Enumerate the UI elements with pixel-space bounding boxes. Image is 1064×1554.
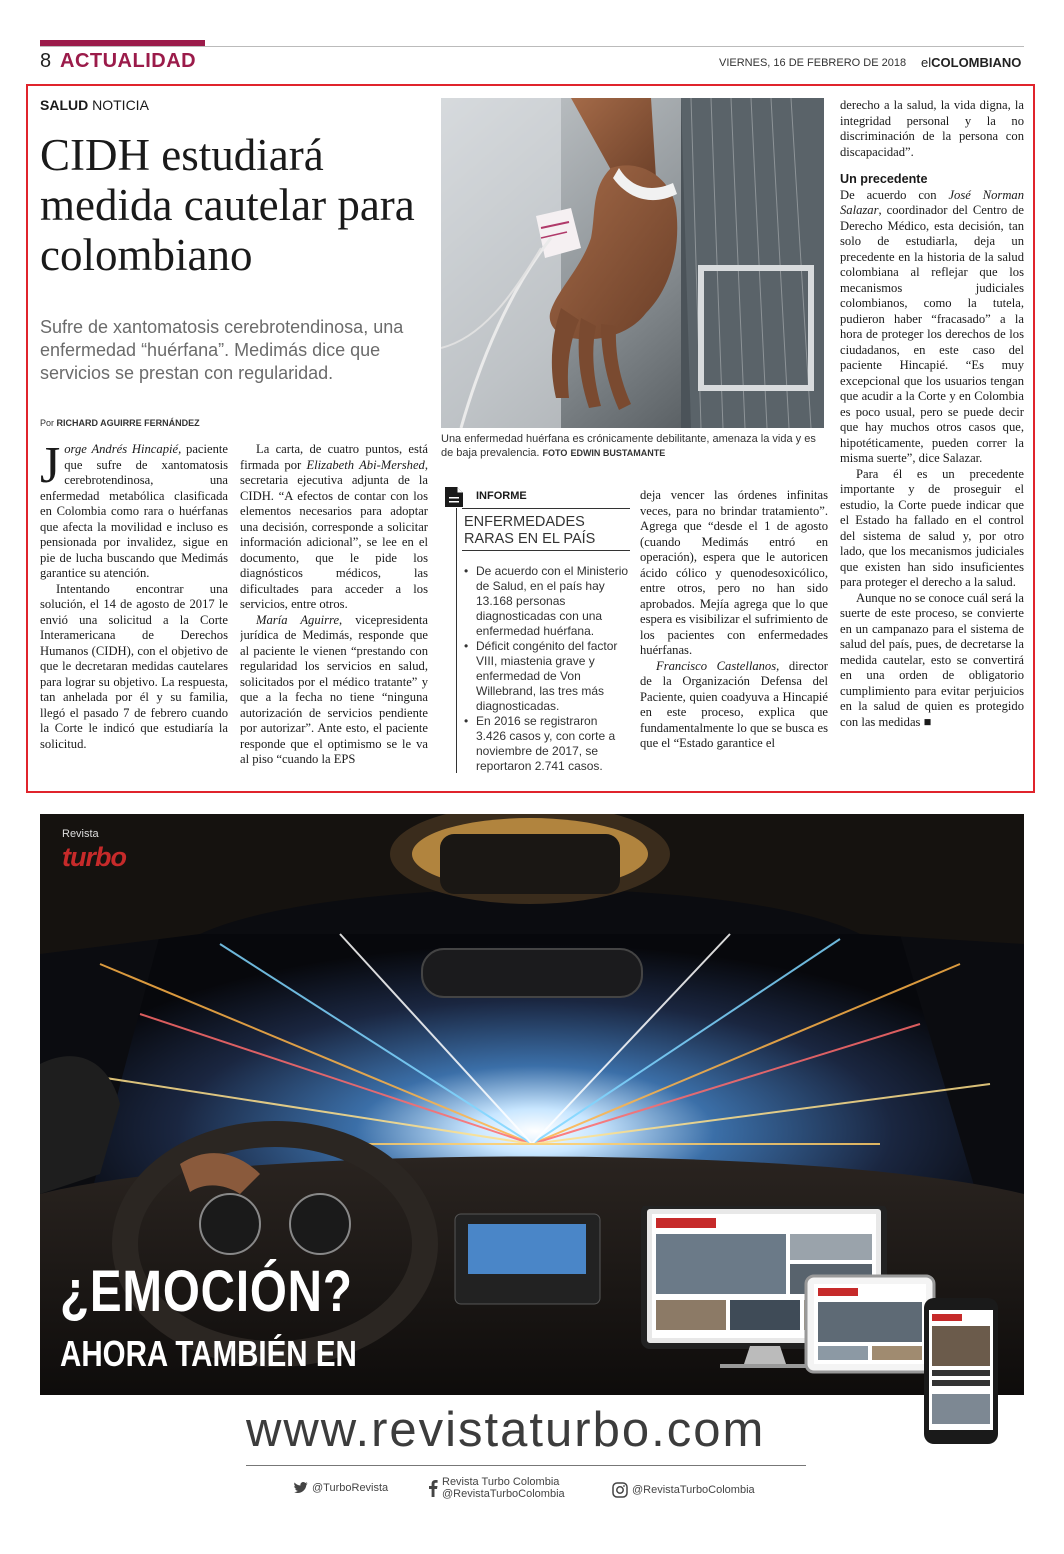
paragraph: [240, 613, 428, 768]
informe-title-line-1: ENFERMEDADES: [464, 514, 585, 530]
twitter-icon: [294, 1482, 308, 1494]
ad-revista-word: Revista: [62, 828, 99, 840]
brand-name: COLOMBIANO: [931, 55, 1022, 70]
paragraph-text: director de la Organización Defensa del Paciente, quien coadyuva a Hincapié en este proceso, explica que fundamentalmente lo que se busca es que el “Estado garantice el: [640, 658, 828, 750]
paragraph: [840, 591, 1024, 731]
informe-rule-top: [462, 508, 630, 509]
ad-headline: ¿EMOCIÓN?: [60, 1259, 353, 1324]
paragraph-text: De acuerdo con: [840, 187, 949, 202]
paragraph: [640, 659, 828, 752]
person-name: María Aguirre: [256, 612, 340, 627]
paragraph: Para él es un precedente importante y de proseguir el estudio, la Corte puede indicar que el Estado ha fallado en el control del sistema de salud y, por otro lado, que los mecanismos judiciales que existen han sido insuficientes para proteger el derecho a la salud.: [840, 466, 1024, 589]
photo-hand-iv-drip: [441, 98, 824, 428]
photo-credit-name: EDWIN BUSTAMANTE: [570, 448, 666, 458]
instagram-icon: [612, 1482, 628, 1498]
brand-prefix: el: [921, 55, 932, 70]
paragraph: [240, 442, 428, 613]
photo-credit-label: FOTO: [542, 448, 568, 458]
header-rule: [40, 46, 1024, 47]
twitter-handle-text: @TurboRevista: [312, 1482, 389, 1494]
paragraph: [840, 188, 1024, 467]
informe-box: [444, 484, 630, 774]
article-headline: CIDH estudiará medida cautelar para colombiano: [40, 130, 415, 280]
paragraph-text: paciente que sufre de xantomatosis cerebrotendinosa, una enfermedad metabólica clasificada en Colombia como rara o huérfanas que afecta la movilidad e incluso es pensionada por invalidez, sigue en pie de lucha buscando que Medimás garantice su atención.: [40, 442, 228, 580]
informe-item: • En 2016 se registraron 3.426 casos y, con corte a noviembre de 2017, se reportaron 2.741 casos.: [464, 714, 630, 774]
photo-caption: [441, 432, 824, 460]
person-name: Elizabeth Abi-Mershed: [306, 457, 425, 472]
paragraph-text: , secretaria ejecutiva adjunta de la CIDH. “A efectos de contar con los elementos necesarios para adoptar una decisión, corresponde a solicitar información adicional”, se lee en el documento, que le pide los diagnósticos médicos, las dificultades para acceder a los servicios, entre otros.: [240, 457, 428, 611]
facebook-handle[interactable]: [428, 1476, 565, 1500]
facebook-page-name: Revista Turbo Colombia: [442, 1476, 560, 1488]
drop-cap: J: [40, 442, 61, 494]
article-column-4: [840, 98, 1024, 778]
kicker-topic: SALUD: [40, 97, 89, 113]
article-deck: Sufre de xantomatosis cerebrotendinosa, una enfermedad “huérfana”. Medimás dice que servicios se prestan con regularidad.: [40, 317, 404, 383]
byline-prefix: Por: [40, 418, 57, 428]
issue-date: VIERNES, 16 DE FEBRERO DE 2018: [719, 57, 907, 69]
paragraph-text: , coordinador del Centro de Derecho Médico, esta decisión, tan solo de estudiarla, deja un precedente en la historia de la salud colombiana al reflejar que los mecanismos judiciales colombianos, como la tutela, pudieron haber “fracasado” a la hora de proteger los derechos de los ciudadanos, en este caso del paciente Hincapié. “Es muy excepcional que los usuarios tengan que acudir a la Corte y en Colombia es poco usual, pero se puede decir que hay muchos otros casos que, hipotéticamente, pueden correr la misma suerte”, dice Salazar.: [840, 203, 1024, 465]
article-kicker: [40, 97, 149, 113]
person-name: José Norman Salazar: [840, 187, 1024, 217]
paragraph-text: La carta, de cuatro puntos, está firmada por: [240, 442, 428, 472]
lead-name: orge Andrés Hincapié,: [64, 442, 182, 456]
person-name: Francisco Castellanos,: [656, 658, 780, 673]
paragraph: derecho a la salud, la vida digna, la integridad personal y la no discriminación de la persona con discapacidad”.: [840, 98, 1024, 159]
twitter-handle[interactable]: [294, 1482, 388, 1494]
byline: [40, 418, 200, 428]
section-title: ACTUALIDAD: [60, 50, 197, 72]
kicker-type: NOTICIA: [88, 97, 149, 113]
paragraph: [40, 442, 228, 582]
informe-list: [464, 564, 630, 774]
subheading: Un precedente: [840, 172, 928, 186]
informe-title: [464, 514, 595, 548]
informe-rule-bottom: [462, 550, 630, 551]
paragraph: Intentando encontrar una solución, el 14 de agosto de 2017 le envió una solicitud a la Corte Interamericana de Derechos Humanos (CIDH), con el objetivo de que le decretaran medidas cautelares para lograr su objetivo. La respuesta, tan anhelada por él y su familia, llegó el pasado 7 de febrero cuando la Corte le indicó que estudiaría la solicitud.: [40, 581, 228, 751]
informe-title-line-2: RARAS EN EL PAÍS: [464, 531, 596, 547]
article-photo: [441, 98, 824, 428]
article-column-3: [640, 488, 828, 776]
facebook-icon: [428, 1479, 438, 1497]
url-rule: [246, 1465, 806, 1466]
article-column-2: [240, 442, 428, 776]
instagram-handle[interactable]: [612, 1482, 755, 1498]
article-column-1: [40, 442, 228, 776]
newspaper-brand: [921, 55, 1021, 70]
paragraph: deja vencer las órdenes infinitas veces, para no brindar tratamiento”. Agrega que “desde el 1 de agosto (cuando Medimás entró en operación), espera que le autoricen ácido cólico y quenodesoxicólico, entre otros, pero no han sido aprobados. Mejía agrega que lo que espera es visibilizar el sufrimiento de los pacientes con enfermedades huérfanas.: [640, 488, 828, 657]
page-number: 8: [40, 50, 52, 72]
informe-label: INFORME: [476, 490, 527, 502]
paragraph-text: , vicepresidenta jurídica de Medimás, responde que al paciente le vienen “prestando con regularidad los servicios en salud, solicitados por el médico tratante” y que a la fecha no tiene “ninguna autorización de servicios pendiente por autorizar”. Ante esto, el paciente responde que el optimismo se le va al piso “cuando la EPS: [240, 612, 428, 766]
informe-item: • De acuerdo con el Ministerio de Salud, en el país hay 13.168 personas diagnosticadas con una enfermedad huérfana.: [464, 564, 630, 639]
paragraph-text: Aunque no se conoce cuál será la suerte de este proceso, se convierte en un campanazo para el sistema de salud del país, pues, de decretarse la medida cautelar, esto se convertirá en una orden de obligatorio cumplimiento para evitar perjuicios en la salud de quien es protegido con las medidas: [840, 590, 1024, 729]
byline-author: RICHARD AGUIRRE FERNÁNDEZ: [56, 418, 200, 428]
facebook-handle-text: @RevistaTurboColombia: [442, 1488, 565, 1500]
ad-subline: AHORA TAMBIÉN EN: [60, 1333, 357, 1374]
informe-item: • Déficit congénito del factor VIII, miastenia grave y enfermedad de Von Willebrand, las tres más diagnosticadas.: [464, 639, 630, 714]
ad-website-url[interactable]: www.revistaturbo.com: [246, 1403, 766, 1457]
end-mark: ■: [923, 714, 932, 729]
document-icon: [444, 486, 464, 508]
turbo-logo: turbo: [62, 842, 126, 872]
informe-rule-side: [456, 508, 457, 773]
instagram-handle-text: @RevistaTurboColombia: [632, 1483, 755, 1496]
caption-text: Una enfermedad huérfana es crónicamente debilitante, amenaza la vida y es de baja prevalencia.: [441, 433, 816, 459]
